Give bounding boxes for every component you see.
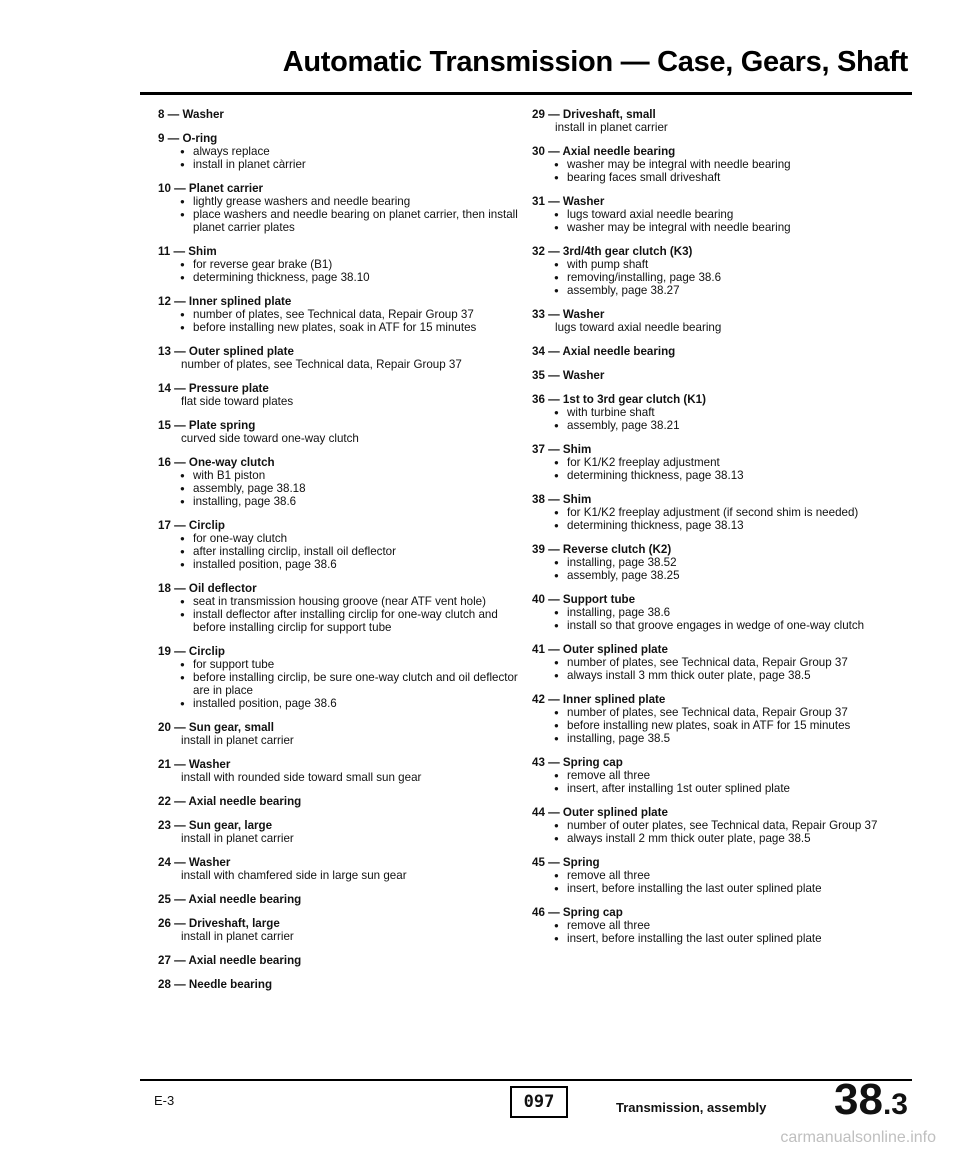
bullet-item: ● assembly, page 38.27 <box>554 284 932 297</box>
legend-item-heading: 19 — Circlip <box>158 645 226 658</box>
legend-item <box>158 721 520 747</box>
bullet-list <box>532 769 932 795</box>
legend-item <box>532 756 932 795</box>
section-number-main: 38 <box>834 1075 883 1124</box>
legend-item-heading: 45 — Spring <box>532 856 600 869</box>
bullet-item: ● with pump shaft <box>554 258 932 271</box>
bullet-item: ● installing, page 38.52 <box>554 556 932 569</box>
bullet-item: ● washer may be integral with needle bearing <box>554 158 932 171</box>
right-column <box>532 108 932 956</box>
legend-item-note: install in planet carrier <box>555 121 668 134</box>
legend-item-heading: 28 — Needle bearing <box>158 978 273 991</box>
bullet-list <box>158 595 520 634</box>
legend-item-heading: 39 — Reverse clutch (K2) <box>532 543 672 556</box>
bullet-list <box>532 919 932 945</box>
bullet-item: ● for K1/K2 freeplay adjustment (if second shim is needed) <box>554 506 932 519</box>
bullet-item: ● number of outer plates, see Technical data, Repair Group 37 <box>554 819 932 832</box>
bullet-item: ● insert, before installing the last outer splined plate <box>554 932 932 945</box>
legend-item-heading: 42 — Inner splined plate <box>532 693 666 706</box>
legend-item-heading: 14 — Pressure plate <box>158 382 269 395</box>
bullet-list <box>532 208 932 234</box>
legend-item <box>158 132 520 171</box>
legend-item <box>158 182 520 234</box>
bullet-item: ● removing/installing, page 38.6 <box>554 271 932 284</box>
bullet-item: ● number of plates, see Technical data, Repair Group 37 <box>554 706 932 719</box>
bullet-item: ● insert, after installing 1st outer splined plate <box>554 782 932 795</box>
legend-item-note: curved side toward one-way clutch <box>181 432 359 445</box>
bullet-list <box>158 258 520 284</box>
legend-item-heading: 46 — Spring cap <box>532 906 623 919</box>
legend-item <box>532 806 932 845</box>
bullet-item: ● always install 2 mm thick outer plate, page 38.5 <box>554 832 932 845</box>
bullet-item: ● after installing circlip, install oil deflector <box>180 545 520 558</box>
legend-item-heading: 25 — Axial needle bearing <box>158 893 302 906</box>
bullet-item: ● lugs toward axial needle bearing <box>554 208 932 221</box>
legend-item-heading: 8 — Washer <box>158 108 224 121</box>
page-code: E-3 <box>154 1093 175 1108</box>
bullet-item: ● for K1/K2 freeplay adjustment <box>554 456 932 469</box>
legend-item-heading: 10 — Planet carrier <box>158 182 264 195</box>
bullet-item: ● install deflector after installing circlip for one-way clutch and before installing circlip for support tube <box>180 608 520 634</box>
legend-item-heading: 27 — Axial needle bearing <box>158 954 302 967</box>
bullet-item: ● always install 3 mm thick outer plate, page 38.5 <box>554 669 932 682</box>
bullet-item: ● before installing circlip, be sure one-way clutch and oil deflector are in place <box>180 671 520 697</box>
legend-item-heading: 23 — Sun gear, large <box>158 819 273 832</box>
bullet-list <box>532 706 932 745</box>
legend-item-heading: 36 — 1st to 3rd gear clutch (K1) <box>532 393 706 406</box>
legend-item-heading: 24 — Washer <box>158 856 231 869</box>
legend-item-heading: 17 — Circlip <box>158 519 226 532</box>
bullet-list <box>158 195 520 234</box>
legend-item-note: flat side toward plates <box>181 395 294 408</box>
bullet-item: ● seat in transmission housing groove (near ATF vent hole) <box>180 595 520 608</box>
bullet-list <box>532 656 932 682</box>
bullet-item: ● install in planet càrrier <box>180 158 520 171</box>
legend-item-heading: 32 — 3rd/4th gear clutch (K3) <box>532 245 693 258</box>
legend-item-heading: 16 — One-way clutch <box>158 456 275 469</box>
bullet-item: ● for one-way clutch <box>180 532 520 545</box>
bullet-item: ● installing, page 38.5 <box>554 732 932 745</box>
legend-item-heading: 41 — Outer splined plate <box>532 643 668 656</box>
bullet-list <box>158 532 520 571</box>
legend-item-heading: 12 — Inner splined plate <box>158 295 292 308</box>
legend-item <box>532 593 932 632</box>
bullet-item: ● assembly, page 38.25 <box>554 569 932 582</box>
bullet-item: ● place washers and needle bearing on planet carrier, then install planet carrier plates <box>180 208 520 234</box>
legend-item <box>532 543 932 582</box>
bullet-list <box>532 819 932 845</box>
legend-item <box>158 345 520 371</box>
legend-item <box>532 369 932 382</box>
legend-item-heading: 34 — Axial needle bearing <box>532 345 676 358</box>
bullet-list <box>158 658 520 710</box>
legend-item <box>158 382 520 408</box>
legend-item <box>158 795 520 808</box>
section-number-sub: .3 <box>882 1088 908 1121</box>
legend-item <box>532 443 932 482</box>
bullet-list <box>532 506 932 532</box>
legend-item-heading: 44 — Outer splined plate <box>532 806 668 819</box>
bullet-item: ● before installing new plates, soak in ATF for 15 minutes <box>180 321 520 334</box>
bullet-item: ● installing, page 38.6 <box>554 606 932 619</box>
legend-item <box>158 245 520 284</box>
legend-item <box>158 456 520 508</box>
legend-item-heading: 21 — Washer <box>158 758 231 771</box>
bullet-item: ● number of plates, see Technical data, Repair Group 37 <box>554 656 932 669</box>
legend-item-note: install with chamfered side in large sun gear <box>181 869 407 882</box>
legend-item-note: install in planet carrier <box>181 832 294 845</box>
legend-item <box>532 393 932 432</box>
bullet-item: ● determining thickness, page 38.13 <box>554 469 932 482</box>
legend-item <box>532 906 932 945</box>
section-number <box>834 1075 908 1125</box>
legend-item <box>158 108 520 121</box>
legend-item <box>158 954 520 967</box>
bullet-item: ● always replace <box>180 145 520 158</box>
left-column <box>158 108 520 1002</box>
legend-item-note: lugs toward axial needle bearing <box>555 321 722 334</box>
legend-item <box>158 519 520 571</box>
bullet-item: ● remove all three <box>554 769 932 782</box>
legend-item <box>158 819 520 845</box>
bullet-item: ● determining thickness, page 38.13 <box>554 519 932 532</box>
legend-item-heading: 37 — Shim <box>532 443 592 456</box>
legend-item-heading: 35 — Washer <box>532 369 605 382</box>
bullet-item: ● with B1 piston <box>180 469 520 482</box>
bullet-item: ● for support tube <box>180 658 520 671</box>
bullet-list <box>158 145 520 171</box>
bullet-list <box>532 158 932 184</box>
legend-item-heading: 15 — Plate spring <box>158 419 256 432</box>
bullet-item: ● assembly, page 38.18 <box>180 482 520 495</box>
legend-item <box>158 645 520 710</box>
bullet-item: ● remove all three <box>554 919 932 932</box>
section-label: Transmission, assembly <box>616 1100 767 1115</box>
bullet-item: ● bearing faces small driveshaft <box>554 171 932 184</box>
bullet-list <box>158 308 520 334</box>
legend-item <box>158 978 520 991</box>
legend-item-note: install with rounded side toward small sun gear <box>181 771 422 784</box>
bullet-item: ● with turbine shaft <box>554 406 932 419</box>
bullet-list <box>532 406 932 432</box>
bullet-item: ● assembly, page 38.21 <box>554 419 932 432</box>
legend-item <box>532 308 932 334</box>
bullet-list <box>532 556 932 582</box>
legend-item <box>158 917 520 943</box>
footer-rule <box>140 1079 912 1081</box>
legend-item-heading: 18 — Oil deflector <box>158 582 257 595</box>
bullet-item: ● remove all three <box>554 869 932 882</box>
bullet-item: ● lightly grease washers and needle bearing <box>180 195 520 208</box>
legend-item <box>532 856 932 895</box>
watermark: carmanualsonline.info <box>780 1129 936 1146</box>
bullet-item: ● insert, before installing the last outer splined plate <box>554 882 932 895</box>
legend-item <box>158 582 520 634</box>
bullet-item: ● install so that groove engages in wedge of one-way clutch <box>554 619 932 632</box>
legend-item <box>158 295 520 334</box>
legend-item <box>158 419 520 445</box>
legend-item <box>532 345 932 358</box>
legend-item-heading: 29 — Driveshaft, small <box>532 108 656 121</box>
legend-item-heading: 22 — Axial needle bearing <box>158 795 302 808</box>
legend-item <box>158 758 520 784</box>
bullet-list <box>532 456 932 482</box>
legend-item-heading: 30 — Axial needle bearing <box>532 145 676 158</box>
legend-item <box>158 856 520 882</box>
legend-item-heading: 43 — Spring cap <box>532 756 623 769</box>
legend-item-heading: 38 — Shim <box>532 493 592 506</box>
legend-item-heading: 9 — O-ring <box>158 132 218 145</box>
bullet-list <box>532 258 932 297</box>
legend-item <box>532 245 932 297</box>
legend-item-heading: 40 — Support tube <box>532 593 636 606</box>
legend-item-heading: 13 — Outer splined plate <box>158 345 294 358</box>
bullet-list <box>532 869 932 895</box>
legend-item-heading: 26 — Driveshaft, large <box>158 917 280 930</box>
bullet-item: ● installing, page 38.6 <box>180 495 520 508</box>
bullet-item: ● before installing new plates, soak in ATF for 15 minutes <box>554 719 932 732</box>
legend-item-heading: 31 — Washer <box>532 195 605 208</box>
legend-item <box>532 145 932 184</box>
legend-item <box>532 195 932 234</box>
bullet-item: ● installed position, page 38.6 <box>180 697 520 710</box>
bullet-item: ● determining thickness, page 38.10 <box>180 271 520 284</box>
legend-item-note: install in planet carrier <box>181 734 294 747</box>
legend-item <box>532 693 932 745</box>
legend-item-heading: 20 — Sun gear, small <box>158 721 274 734</box>
bullet-item: ● number of plates, see Technical data, Repair Group 37 <box>180 308 520 321</box>
legend-item <box>532 108 932 134</box>
legend-item <box>532 643 932 682</box>
bullet-item: ● installed position, page 38.6 <box>180 558 520 571</box>
legend-item-heading: 33 — Washer <box>532 308 605 321</box>
legend-item <box>158 893 520 906</box>
bullet-item: ● for reverse gear brake (B1) <box>180 258 520 271</box>
page-stamp: 097 <box>510 1086 568 1118</box>
bullet-list <box>158 469 520 508</box>
bullet-list <box>532 606 932 632</box>
bullet-item: ● washer may be integral with needle bearing <box>554 221 932 234</box>
legend-item-note: install in planet carrier <box>181 930 294 943</box>
legend-item <box>532 493 932 532</box>
page-title: Automatic Transmission — Case, Gears, Shaft <box>282 46 908 78</box>
header-rule <box>140 92 912 95</box>
legend-item-heading: 11 — Shim <box>158 245 217 258</box>
legend-item-note: number of plates, see Technical data, Repair Group 37 <box>181 358 462 371</box>
